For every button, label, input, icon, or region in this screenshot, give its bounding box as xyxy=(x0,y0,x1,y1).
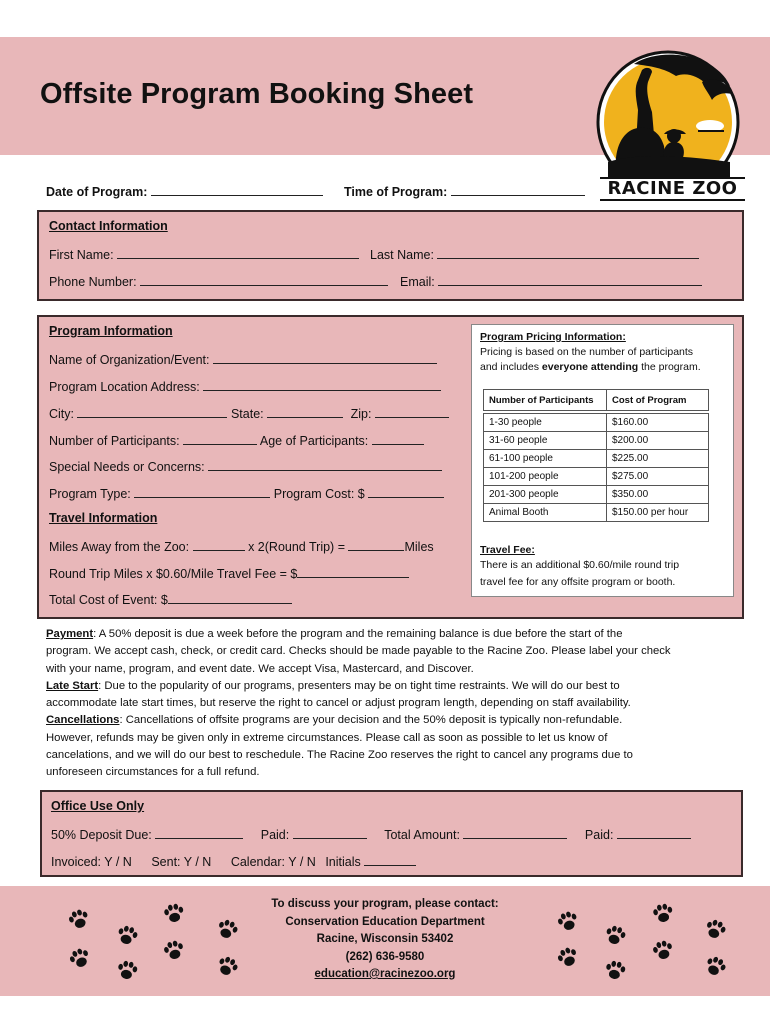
miles-label: Miles Away from the Zoo: xyxy=(49,540,190,554)
time-blank[interactable] xyxy=(451,183,585,196)
num-participants-blank[interactable] xyxy=(183,432,257,445)
policies xyxy=(46,626,740,782)
zip-blank[interactable] xyxy=(375,405,449,418)
program-heading: Program Information xyxy=(49,324,173,338)
age-participants-label: Age of Participants: xyxy=(259,434,369,448)
last-name-blank[interactable] xyxy=(437,246,699,259)
cancellations-text-1: : Cancellations of offsite programs are your decision and the 50% deposit is typically non-refundable. xyxy=(119,714,623,727)
round-trip-blank[interactable] xyxy=(348,538,404,551)
footer-email[interactable]: education@racinezoo.org xyxy=(314,968,456,980)
total-cost-blank[interactable] xyxy=(168,591,292,604)
org-field[interactable] xyxy=(49,351,437,367)
total-amount-label: Total Amount: xyxy=(384,828,460,842)
date-field[interactable] xyxy=(46,183,323,199)
address-field[interactable] xyxy=(49,378,441,394)
org-label: Name of Organization/Event: xyxy=(49,353,210,367)
email-blank[interactable] xyxy=(438,273,702,286)
invoiced-label: Invoiced: Y / N xyxy=(51,855,132,869)
paw-print-icon xyxy=(216,956,238,978)
payment-text-3: with your name, program, and event date. We accept Visa, Mastercard, and Discover. xyxy=(46,662,474,675)
footer-line-4: (262) 636-9580 xyxy=(345,950,425,963)
office-row-2[interactable] xyxy=(51,853,416,869)
row-participants: 201-300 people xyxy=(484,486,607,504)
program-type-label: Program Type: xyxy=(49,487,131,501)
late-start-label: Late Start xyxy=(46,679,99,692)
miles-field[interactable] xyxy=(49,538,434,554)
pricing-table xyxy=(483,389,709,522)
email-label: Email: xyxy=(400,275,435,289)
initials-blank[interactable] xyxy=(364,853,416,866)
calendar-label: Calendar: Y / N xyxy=(230,855,316,869)
payment-text-1: : A 50% deposit is due a week before the program and the remaining balance is due before the start of the xyxy=(93,628,623,640)
paw-print-icon xyxy=(163,940,185,962)
deposit-blank[interactable] xyxy=(155,826,243,839)
contact-heading: Contact Information xyxy=(49,219,168,233)
paw-print-icon xyxy=(216,919,238,941)
table-row xyxy=(484,468,709,486)
pricing-heading: Program Pricing Information: xyxy=(480,331,626,343)
email-field[interactable] xyxy=(400,273,702,289)
first-name-label: First Name: xyxy=(49,248,114,262)
pricing-desc-2-bold: everyone attending xyxy=(541,361,639,373)
travel-fee-blank[interactable] xyxy=(297,565,409,578)
last-name-label: Last Name: xyxy=(370,248,434,262)
miles-blank[interactable] xyxy=(193,538,245,551)
city-label: City: xyxy=(49,407,74,421)
first-name-field[interactable] xyxy=(49,246,359,262)
special-needs-label: Special Needs or Concerns: xyxy=(49,460,205,474)
special-needs-field[interactable] xyxy=(49,458,442,474)
paw-print-icon xyxy=(68,909,90,931)
address-blank[interactable] xyxy=(203,378,441,391)
late-start-text-1: : Due to the popularity of our programs, presenters may be on tight time restraints. We will do our best to xyxy=(98,679,620,692)
pricing-desc-2 xyxy=(480,361,701,373)
paw-print-icon xyxy=(69,948,91,970)
paw-print-icon xyxy=(652,940,674,962)
paw-print-icon xyxy=(557,911,579,933)
row-cost: $350.00 xyxy=(607,486,709,504)
row-cost: $200.00 xyxy=(607,432,709,450)
office-heading: Office Use Only xyxy=(51,799,145,813)
footer-line-2: Conservation Education Department xyxy=(285,915,485,928)
table-row xyxy=(484,432,709,450)
row-participants: 1-30 people xyxy=(484,414,607,432)
org-blank[interactable] xyxy=(213,351,437,364)
table-row xyxy=(484,414,709,432)
paw-print-icon xyxy=(704,956,726,978)
travel-fee-desc-1: There is an additional $0.60/mile round trip xyxy=(480,559,680,571)
time-label: Time of Program: xyxy=(344,185,448,199)
col-cost-header: Cost of Program xyxy=(607,390,709,411)
phone-label: Phone Number: xyxy=(49,275,137,289)
address-label: Program Location Address: xyxy=(49,380,200,394)
travel-heading: Travel Information xyxy=(49,511,158,525)
phone-blank[interactable] xyxy=(140,273,388,286)
paw-print-icon xyxy=(704,919,726,941)
row-participants: 31-60 people xyxy=(484,432,607,450)
sent-label: Sent: Y / N xyxy=(151,855,212,869)
special-needs-blank[interactable] xyxy=(208,458,442,471)
col-participants-header: Number of Participants xyxy=(484,390,607,411)
payment-text-2: program. We accept cash, check, or credit card. Checks should be made payable to the Racine Zoo. Please label your check xyxy=(46,645,671,658)
total-cost-field[interactable] xyxy=(49,591,292,607)
logo-text: RACINE ZOO xyxy=(607,178,738,199)
travel-fee-heading: Travel Fee: xyxy=(480,544,535,556)
row-cost: $275.00 xyxy=(607,468,709,486)
travel-fee-field[interactable] xyxy=(49,565,409,581)
row-participants: 101-200 people xyxy=(484,468,607,486)
state-label: State: xyxy=(230,407,264,421)
participants-field[interactable] xyxy=(49,432,424,448)
office-row-1[interactable] xyxy=(51,826,691,842)
travel-fee-label: Round Trip Miles x $0.60/Mile Travel Fee = $ xyxy=(49,567,298,581)
age-participants-blank[interactable] xyxy=(372,432,424,445)
miles-unit: Miles xyxy=(404,540,434,554)
cancellations-label: Cancellations xyxy=(46,714,120,727)
pricing-table-wrap xyxy=(483,389,709,522)
first-name-blank[interactable] xyxy=(117,246,359,259)
pricing-header-row xyxy=(484,390,709,411)
cancellations-text-2: However, refunds may be given only in extreme circumstances. Please call as soon as possible to let us know of xyxy=(46,731,608,744)
paw-print-icon xyxy=(116,960,138,982)
cancellations-text-4: unforeseen circumstances for a full refund. xyxy=(46,766,260,779)
date-label: Date of Program: xyxy=(46,185,148,199)
deposit-label: 50% Deposit Due: xyxy=(51,828,152,842)
travel-fee-desc-2: travel fee for any offsite program or booth. xyxy=(480,576,676,588)
paid2-label: Paid: xyxy=(584,828,614,842)
round-trip-label: x 2(Round Trip) = xyxy=(248,540,345,554)
city-blank[interactable] xyxy=(77,405,227,418)
type-cost-field[interactable] xyxy=(49,485,444,501)
row-cost: $225.00 xyxy=(607,450,709,468)
pricing-desc-2c: the program. xyxy=(641,361,701,373)
row-cost: $160.00 xyxy=(607,414,709,432)
paw-print-icon xyxy=(604,925,626,947)
num-participants-label: Number of Participants: xyxy=(49,434,180,448)
table-row xyxy=(484,504,709,522)
total-amount-blank[interactable] xyxy=(463,826,567,839)
row-participants: 61-100 people xyxy=(484,450,607,468)
total-cost-label: Total Cost of Event: $ xyxy=(49,593,168,607)
program-cost-label: Program Cost: $ xyxy=(273,487,365,501)
pricing-desc-1: Pricing is based on the number of participants xyxy=(480,346,694,358)
time-field[interactable] xyxy=(344,183,585,199)
program-cost-blank[interactable] xyxy=(368,485,444,498)
paw-print-icon xyxy=(163,903,185,925)
row-cost: $150.00 per hour xyxy=(607,504,709,522)
late-start-text-2: accommodate late start times, but reserve the right to cancel or adjust program length, depending on staff availability. xyxy=(46,697,631,710)
phone-field[interactable] xyxy=(49,273,388,289)
city-state-zip-field[interactable] xyxy=(49,405,449,421)
last-name-field[interactable] xyxy=(370,246,699,262)
paw-print-icon xyxy=(557,947,579,969)
paid-label: Paid: xyxy=(260,828,290,842)
date-blank[interactable] xyxy=(151,183,323,196)
cancellations-text-3: cancelations, and we will do our best to reschedule. The Racine Zoo reserves the right to cancel any programs due to xyxy=(46,749,633,762)
page-title: Offsite Program Booking Sheet xyxy=(40,78,474,110)
row-participants: Animal Booth xyxy=(484,504,607,522)
initials-label: Initials xyxy=(325,855,361,869)
footer-line-3: Racine, Wisconsin 53402 xyxy=(316,933,454,945)
paw-print-icon xyxy=(604,960,626,982)
payment-label: Payment xyxy=(46,628,94,640)
zip-label: Zip: xyxy=(350,407,372,421)
table-row xyxy=(484,450,709,468)
footer-line-1: To discuss your program, please contact: xyxy=(271,898,499,910)
program-type-blank[interactable] xyxy=(134,485,270,498)
paw-print-icon xyxy=(652,903,674,925)
state-blank[interactable] xyxy=(267,405,343,418)
pricing-desc-2a: and includes xyxy=(480,361,539,373)
paid-blank[interactable] xyxy=(293,826,367,839)
paw-print-icon xyxy=(116,925,138,947)
table-row xyxy=(484,486,709,504)
paid2-blank[interactable] xyxy=(617,826,691,839)
